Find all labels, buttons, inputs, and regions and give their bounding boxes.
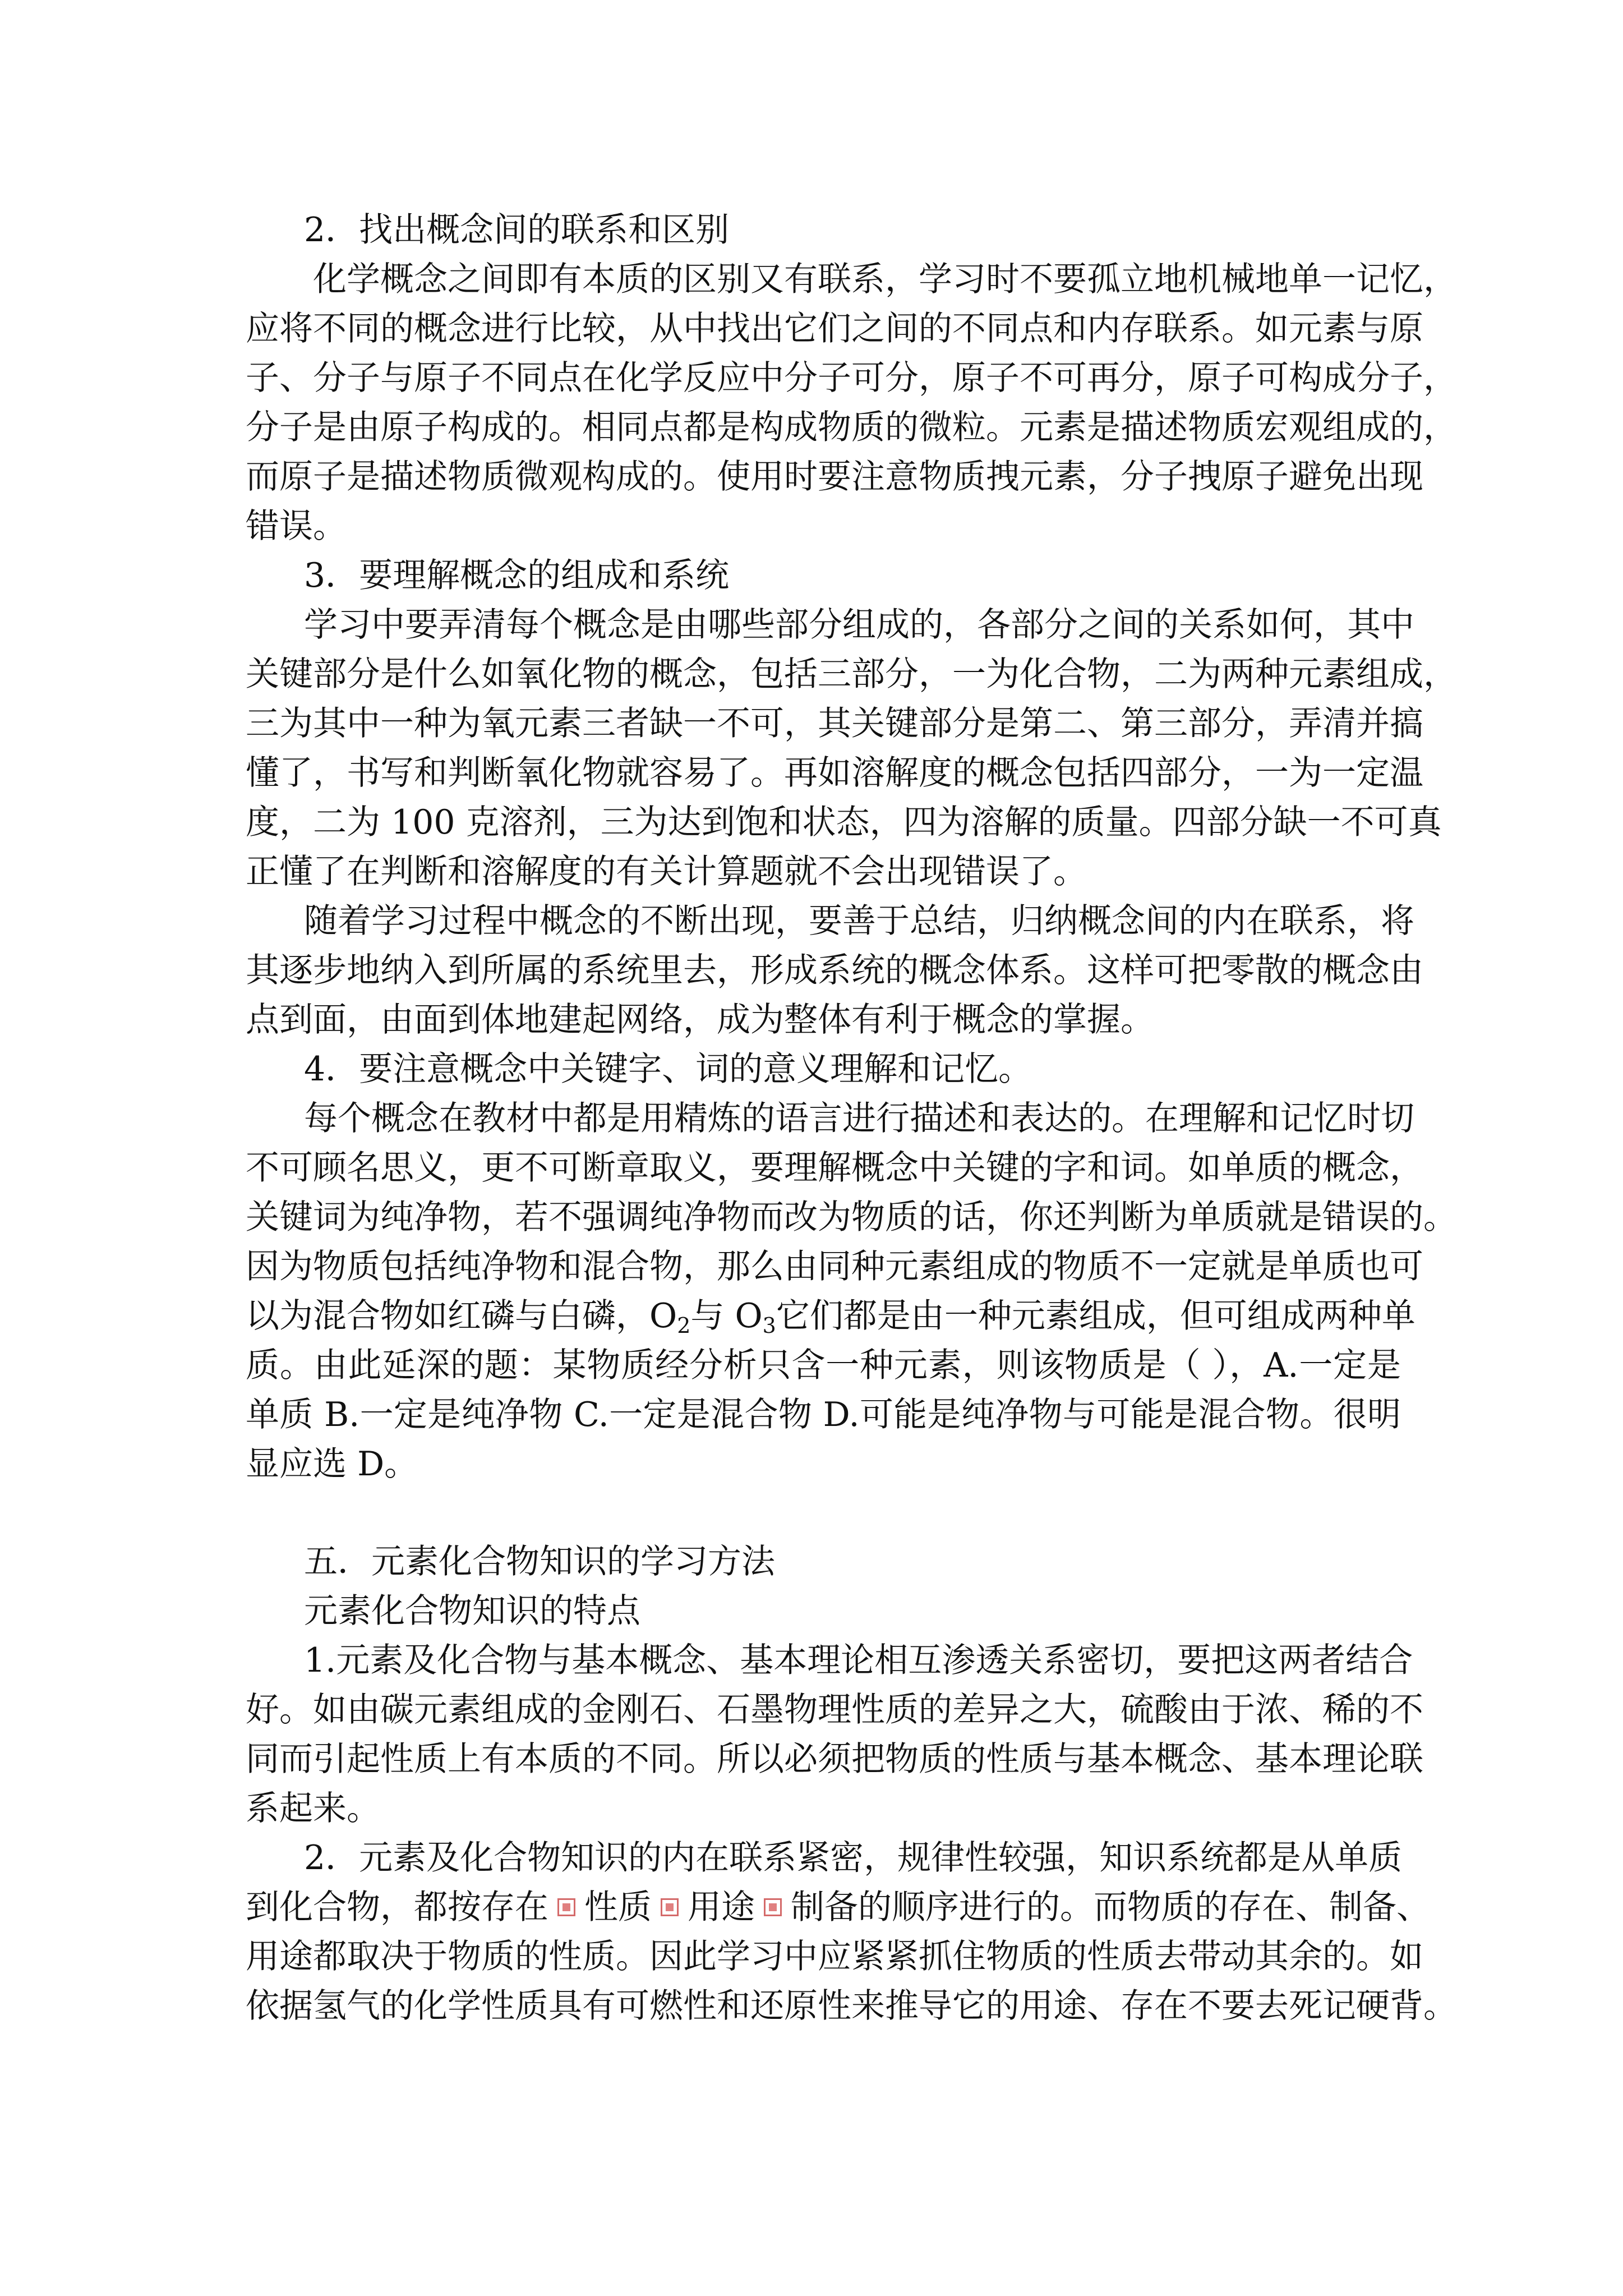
paragraph-line: 1.元素及化合物与基本概念、基本理论相互渗透关系密切，要把这两者结合	[304, 1641, 1413, 1680]
paragraph-line: 正懂了在判断和溶解度的有关计算题就不会出现错误了。	[246, 852, 1087, 891]
paragraph-line: 化学概念之间即有本质的区别又有联系，学习时不要孤立地机械地单一记忆，	[313, 260, 1457, 299]
text-fragment: 制备的顺序进行的。而物质的存在、制备、	[791, 1888, 1430, 1927]
text-fragment: 到化合物，都按存在	[246, 1888, 548, 1927]
paragraph-line: 单质 B.一定是纯净物 C.一定是混合物 D.可能是纯净物与可能是混合物。很明	[246, 1395, 1401, 1434]
paragraph-line: 关键部分是什么如氧化物的概念，包括三部分，一为化合物，二为两种元素组成，	[246, 655, 1457, 694]
paragraph-line: 错误。	[246, 507, 347, 546]
text-fragment: 与 O	[690, 1296, 763, 1336]
text-fragment: 用途	[688, 1888, 755, 1927]
section-heading: 五．元素化合物知识的学习方法	[304, 1542, 775, 1581]
paragraph-line: 2．元素及化合物知识的内在联系紧密，规律性较强，知识系统都是从单质	[304, 1838, 1403, 1878]
paragraph-line-sequence	[246, 1883, 1430, 1932]
section-heading: 2．找出概念间的联系和区别	[304, 210, 730, 250]
broken-image-icon	[661, 1898, 679, 1916]
paragraph-line: 懂了，书写和判断氧化物就容易了。再如溶解度的概念包括四部分，一为一定温	[246, 753, 1423, 793]
paragraph-line: 三为其中一种为氧元素三者缺一不可，其关键部分是第二、第三部分，弄清并搞	[246, 704, 1423, 743]
paragraph-line: 不可顾名思义，更不可断章取义，要理解概念中关键的字和词。如单质的概念，	[246, 1148, 1423, 1188]
paragraph-line: 质。由此延深的题：某物质经分析只含一种元素，则该物质是（ ），A.一定是	[246, 1346, 1401, 1385]
paragraph-line: 同而引起性质上有本质的不同。所以必须把物质的性质与基本概念、基本理论联	[246, 1740, 1423, 1779]
paragraph-line: 应将不同的概念进行比较，从中找出它们之间的不同点和内存联系。如元素与原	[246, 309, 1423, 348]
paragraph-line: 每个概念在教材中都是用精炼的语言进行描述和表达的。在理解和记忆时切	[304, 1099, 1414, 1138]
paragraph-line: 度，二为 100 克溶剂，三为达到饱和状态，四为溶解的质量。四部分缺一不可真	[246, 803, 1442, 842]
paragraph-line: 关键词为纯净物，若不强调纯净物而改为物质的话，你还判断为单质就是错误的。	[246, 1198, 1457, 1237]
paragraph-line: 依据氢气的化学性质具有可燃性和还原性来推导它的用途、存在不要去死记硬背。	[246, 1986, 1457, 2026]
text-fragment: 以为混合物如红磷与白磷，O	[246, 1296, 677, 1336]
paragraph-line: 好。如由碳元素组成的金刚石、石墨物理性质的差异之大，硫酸由于浓、稀的不	[246, 1690, 1423, 1729]
broken-image-icon	[557, 1898, 575, 1916]
section-heading: 3．要理解概念的组成和系统	[304, 556, 730, 595]
text-fragment: 它们都是由一种元素组成，但可组成两种单	[776, 1296, 1415, 1336]
paragraph-line: 而原子是描述物质微观构成的。使用时要注意物质拽元素，分子拽原子避免出现	[246, 457, 1423, 496]
paragraph-line: 随着学习过程中概念的不断出现，要善于总结，归纳概念间的内在联系，将	[304, 901, 1414, 941]
subscript: 3	[762, 1313, 776, 1338]
paragraph-line: 用途都取决于物质的性质。因此学习中应紧紧抓住物质的性质去带动其余的。如	[246, 1937, 1423, 1976]
broken-image-icon	[764, 1898, 782, 1916]
paragraph-line: 分子是由原子构成的。相同点都是构成物质的微粒。元素是描述物质宏观组成的，	[246, 408, 1457, 447]
subscript: 2	[677, 1313, 691, 1338]
paragraph-line: 其逐步地纳入到所属的系统里去，形成系统的概念体系。这样可把零散的概念由	[246, 951, 1423, 990]
paragraph-line: 子、分子与原子不同点在化学反应中分子可分，原子不可再分，原子可构成分子，	[246, 358, 1457, 398]
sub-heading: 元素化合物知识的特点	[304, 1591, 640, 1631]
paragraph-line: 点到面，由面到体地建起网络，成为整体有利于概念的掌握。	[246, 1000, 1154, 1039]
paragraph-line: 因为物质包括纯净物和混合物，那么由同种元素组成的物质不一定就是单质也可	[246, 1247, 1423, 1286]
paragraph-line: 学习中要弄清每个概念是由哪些部分组成的，各部分之间的关系如何，其中	[304, 605, 1414, 645]
section-heading: 4．要注意概念中关键字、词的意义理解和记忆。	[304, 1050, 1032, 1089]
paragraph-line: 显应选 D。	[246, 1444, 418, 1484]
paragraph-line: 系起来。	[246, 1789, 380, 1828]
text-fragment: 性质	[584, 1888, 652, 1927]
